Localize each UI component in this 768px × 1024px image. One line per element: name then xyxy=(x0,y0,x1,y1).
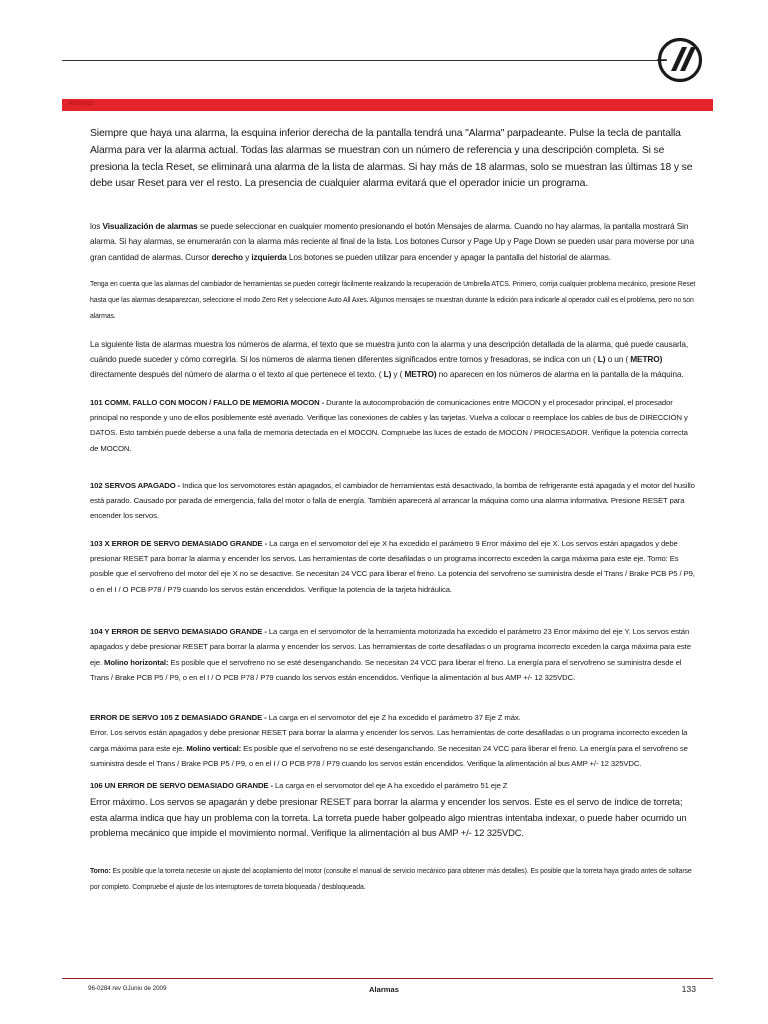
page-content xyxy=(90,126,698,896)
alarm-101: 101 COMM. FALLO CON MOCON / FALLO DE MEMORIA MOCON - Durante la autocomprobación de comunicaciones entre MOCON y el procesador principal, el procesador principal no responde y uno de ellos posiblemente esté averiado. Verifique las conexiones de cables y las tarjetas. Vuelva a colocar o reemplace los cables de bus de DIRECCIÓN y DATOS. Esto también puede deberse a una falla de memoria detectada en el MOCON. Compruebe las luces de estado de MOCON / PROCESADOR. Verifique la potencia correcta de MOCON. xyxy=(90,397,688,453)
alarm-display-term: Visualización de alarmas xyxy=(102,221,198,232)
left-term: izquierda xyxy=(251,251,287,262)
atcs-note: Tenga en cuenta que las alarmas del cambiador de herramientas se pueden corregir fácilmente realizando la recuperación de Umbrella ATCS. Primero, corrija cualquier problema mecánico, presione Reset hasta que las alarmas desaparezcan, seleccione el modo Zero Ret y seleccione Auto All Axes. Algunos mensajes se muestran durante la edición para indicarle al operador cuál es el problema, pero no son alarmas. xyxy=(90,281,696,320)
right-term: derecho xyxy=(211,251,243,262)
alarm-103: 103 X ERROR DE SERVO DEMASIADO GRANDE - La carga en el servomotor del eje X ha excedido el parámetro 9 Error máximo del eje X. Los servos están apagados y debe presionar RESET para borrar la alarma y encender los servos. Las herramientas de corte desafiladas o un programa incorrecto exceden la carga máxima para este eje. Tomo: Es posible que el servofreno del motor del eje X no se desactive. Se necesitan 24 VCC para liberar el freno. La potencia del servofreno se suministra desde el Trans / Brake PCB P5 / P9, o en el I / O PCB P78 / P79 cuando los servos están encendidos. Verifique la potencia de la tarjeta hidráulica. xyxy=(90,538,695,594)
alarm-102-title: 102 SERVOS APAGADO - xyxy=(90,480,181,490)
alarm-display-paragraph: los Visualización de alarmas se puede seleccionar en cualquier momento presionando el botón Mensajes de alarma. Cuando no hay alarmas, la pantalla mostrará Sin alarma. Si hay alarmas, se enumerarán con la alarma más reciente al final de la lista. Los botones Cursor y Page Up y Page Down se pueden usar para moverse por una gran cantidad de alarmas. Cursor derecho y izquierda Los botones se pueden utilizar para encender y apagar la pantalla del historial de alarmas. xyxy=(90,221,694,262)
alarm-list-intro: La siguiente lista de alarmas muestra los números de alarma, el texto que se muestra junto con la alarma y una descripción detallada de la alarma, qué puede causarla, cuándo puede suceder y cómo corregirla. Si los números de alarma tienen diferentes significados entre tornos y fresadoras, se indica con un ( L) o un ( METRO) directamente después del número de alarma o el texto al que pertenece el texto. ( L) y ( METRO) no aparecen en los números de alarma en la pantalla de la máquina. xyxy=(90,338,689,380)
section-band-label: Alarmas xyxy=(68,100,94,107)
alarm-102: 102 SERVOS APAGADO - Indica que los servomotores están apagados, el cambiador de herramientas está desactivado, la bomba de refrigerante está apagada y el motor del husillo está parado. Causado por parada de emergencia, falla del motor o falla de energía. También aparecerá al arrancar la máquina como una alarma informativa. Presione RESET para encender los servos. xyxy=(90,480,695,521)
section-band xyxy=(62,99,713,111)
footer-doc-ref: 96-0284 rev GJunio de 2009 xyxy=(88,985,167,992)
alarm-104: 104 Y ERROR DE SERVO DEMASIADO GRANDE - La carga en el servomotor de la herramienta motorizada ha excedido el parámetro 23 Error máximo del eje Y. Los servos están apagados y debe presionar RESET para borrar la alarma y encender los servos. Las herramientas de corte desafiladas o un programa incorrecto exceden la carga máxima para este eje. Molino horizontal: Es posible que el servofreno no se esté desenganchando. Se necesitan 24 VCC para liberar el freno. La energía para el servofreno se suministra desde el Trans / Brake PCB P5 / P9, o en el I / O PCB P78 / P79 cuando los servos están encendidos. Verifique la alimentación al bus AMP +/- 12 325VDC. xyxy=(90,626,691,682)
alarm-105-detail: Error. Los servos están apagados y debe presionar RESET para borrar la alarma y encender los servos. Las herramientas de corte desafiladas o un programa incorrecto exceden la carga máxima para este eje. Molino vertical: Es posible que el servofreno no se esté desenganchando. Se necesitan 24 VCC para liberar el freno. La energía para el servofreno se suministra desde el Trans / Brake PCB P5 / P9, o en el I / O PCB P78 / P79 cuando los servos están encendidos. Verifique la alimentación al bus AMP +/- 12 325VDC. xyxy=(90,728,688,769)
alarm-104-title: 104 Y ERROR DE SERVO DEMASIADO GRANDE - xyxy=(90,626,267,636)
intro-paragraph: Siempre que haya una alarma, la esquina inferior derecha de la pantalla tendrá una "Alarma" parpadeante. Pulse la tecla de pantalla Alarma para ver la alarma actual. Todas las alarmas se muestran con un número de referencia y una descripción completa. Si se presiona la tecla Reset, se eliminará una alarma de la lista de alarmas. Si hay más de 18 alarmas, solo se muestran las últimas 18 y se debe usar Reset para ver el resto. La presencia de cualquier alarma evitará que el operador inicie un programa. xyxy=(90,128,693,190)
turret-note: Torno: Es posible que la torreta necesite un ajuste del acoplamiento del motor (consulte el manual de servicio mecánico para obtener más detalles). Es posible que la torreta haya girado antes de soltarse por completo. Compruebe el ajuste de los interruptores de torreta bloqueada / desbloqueada. xyxy=(90,868,692,892)
alarm-106: 106 UN ERROR DE SERVO DEMASIADO GRANDE - La carga en el servomotor del eje A ha excedido el parámetro 51 eje Z xyxy=(90,781,508,791)
alarm-106-title: 106 UN ERROR DE SERVO DEMASIADO GRANDE - xyxy=(90,781,273,791)
alarm-105: ERROR DE SERVO 105 Z DEMASIADO GRANDE - La carga en el servomotor del eje Z ha excedido el parámetro 37 Eje Z máx. xyxy=(90,713,521,723)
footer-rule xyxy=(62,978,713,979)
header-rule xyxy=(62,60,666,61)
haas-logo-icon xyxy=(657,38,703,82)
alarm-103-title: 103 X ERROR DE SERVO DEMASIADO GRANDE - xyxy=(90,538,268,548)
alarm-106-detail: Error máximo. Los servos se apagarán y debe presionar RESET para borrar la alarma y encender los servos. Este es el servo de índice de torreta; esta alarma indica que hay un problema con la torreta. La torreta puede haber golpeado algo mientras intentaba indexar, o puede haber ocurrido un problema mecánico que impide el movimiento normal. Verifique la alimentación al bus AMP +/- 12 325VDC. xyxy=(90,795,687,839)
alarm-101-title: 101 COMM. FALLO CON MOCON / FALLO DE MEMORIA MOCON - xyxy=(90,397,325,407)
alarm-105-title: ERROR DE SERVO 105 Z DEMASIADO GRANDE - xyxy=(90,713,267,723)
footer-section: Alarmas xyxy=(369,985,399,994)
page-number: 133 xyxy=(681,984,696,994)
